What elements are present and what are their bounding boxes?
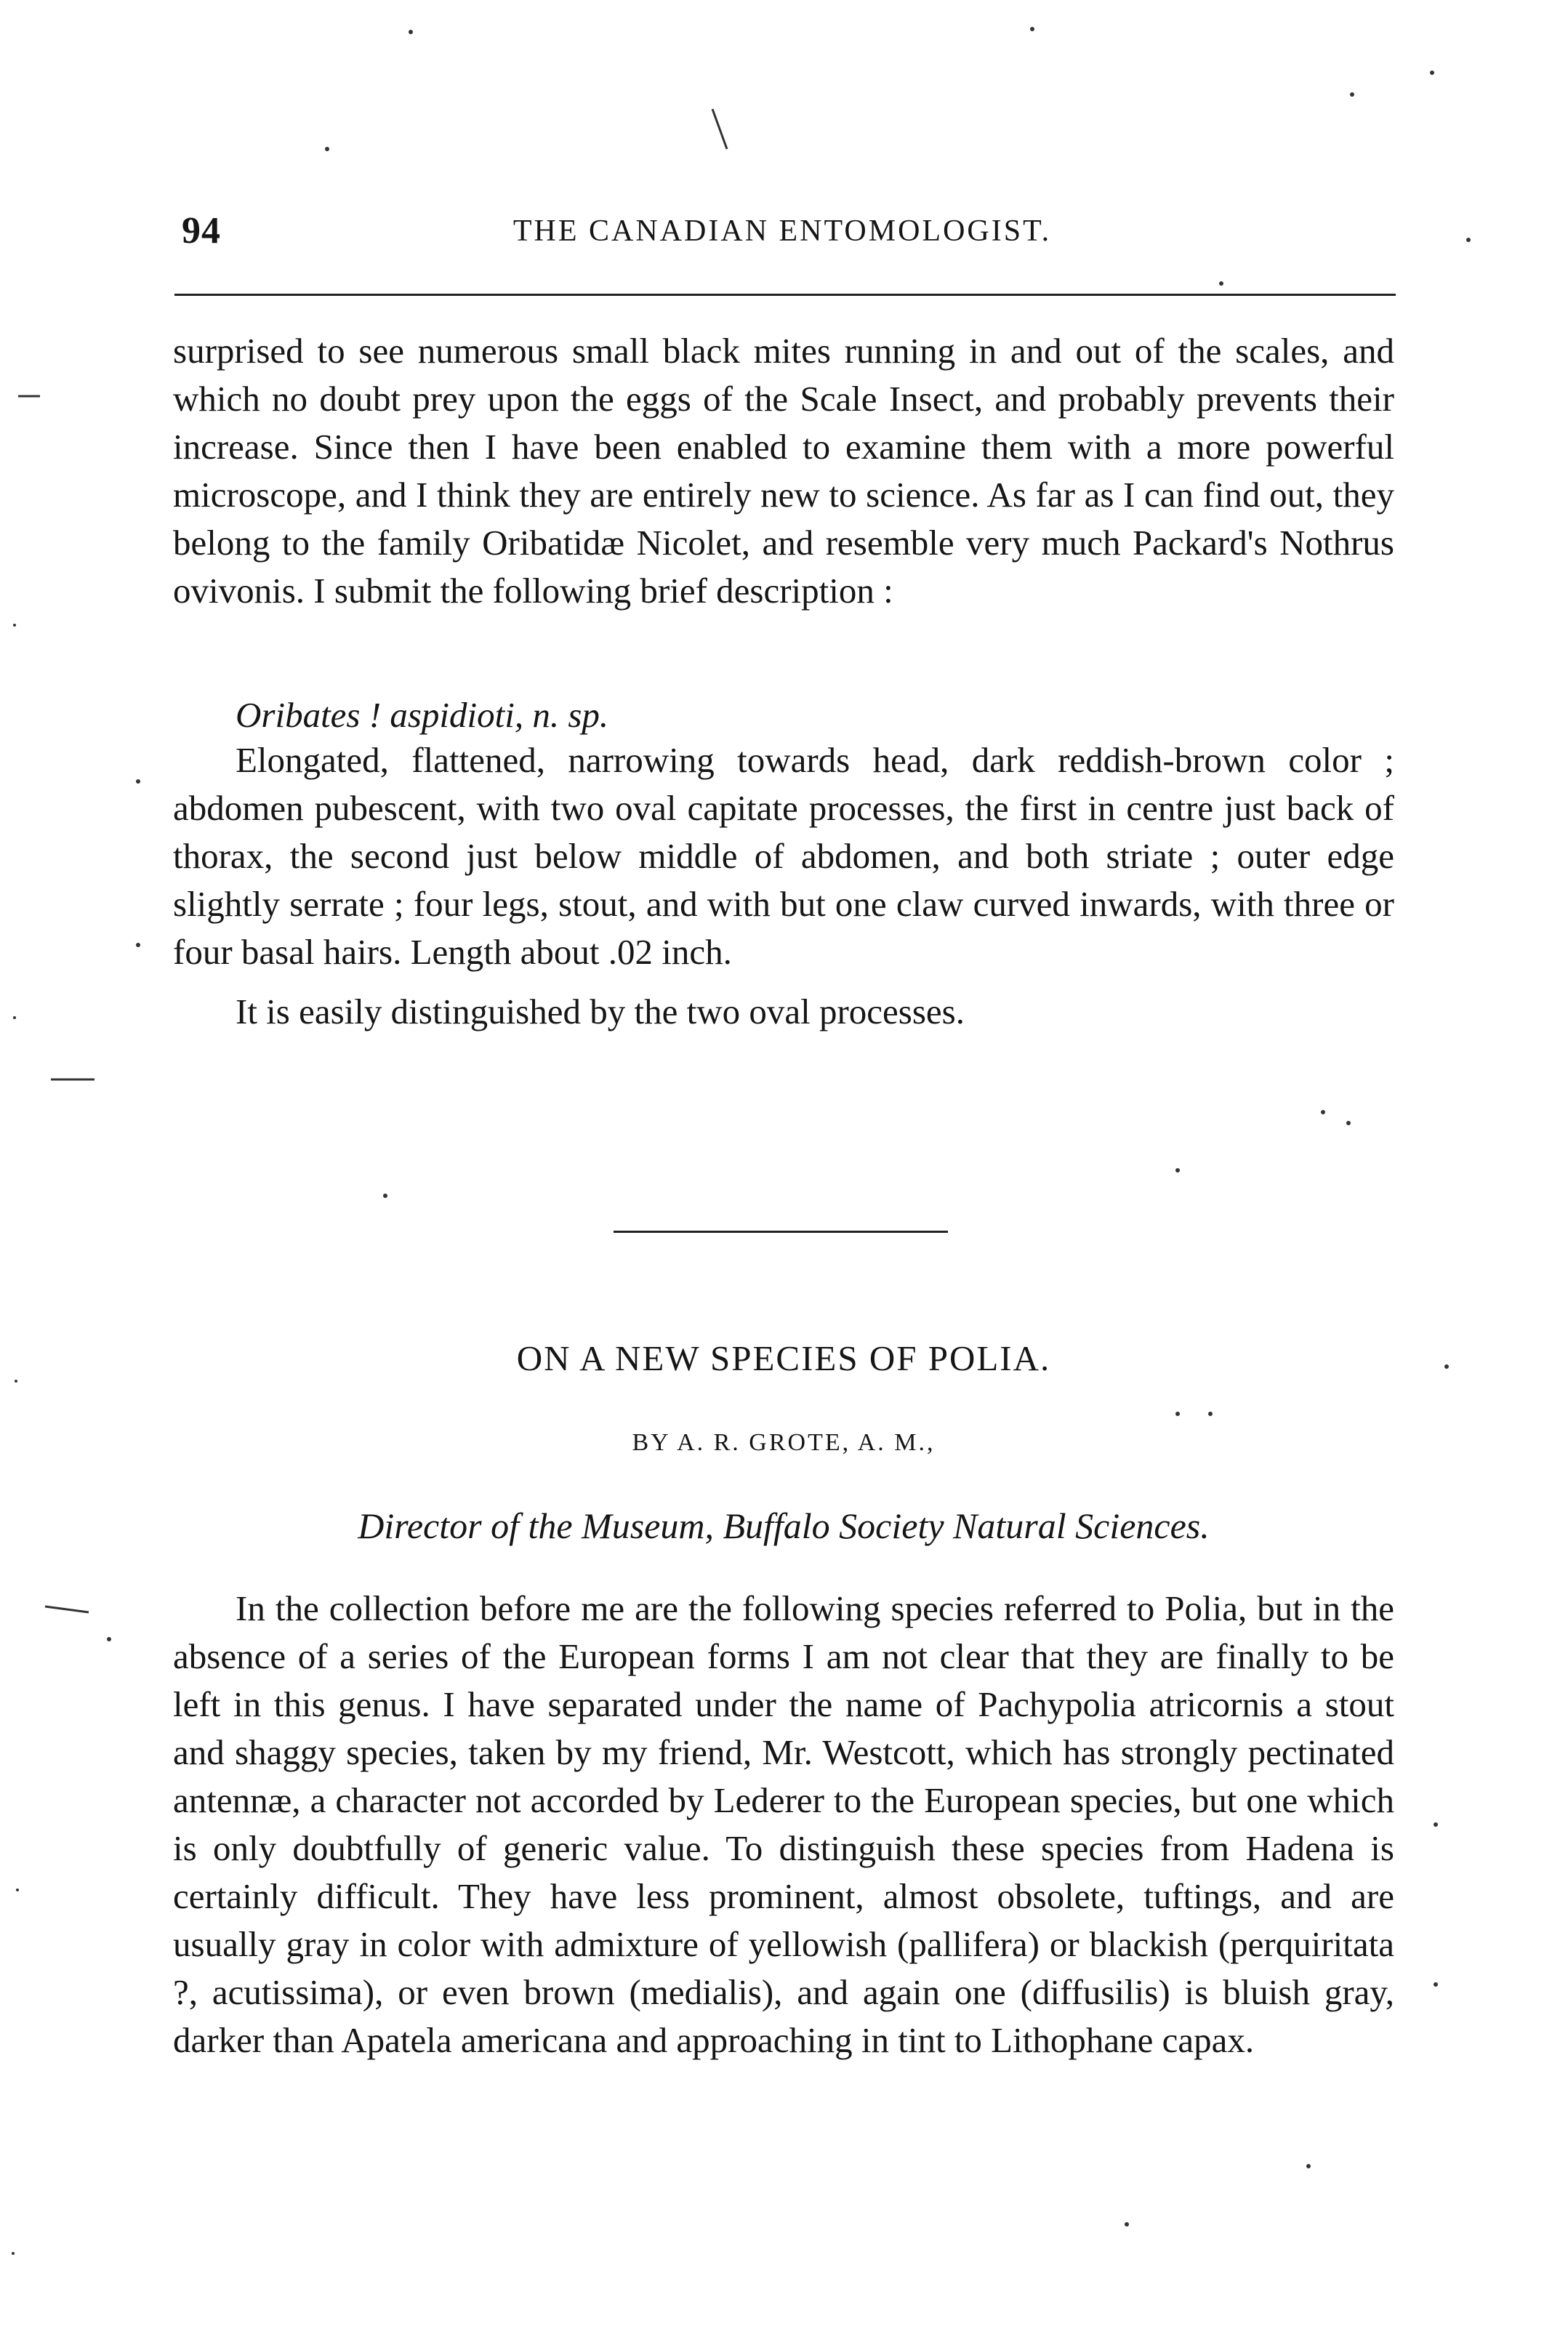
article-title: ON A NEW SPECIES OF POLIA. bbox=[516, 1338, 1051, 1378]
header-rule bbox=[174, 294, 1396, 296]
page-header bbox=[172, 209, 1393, 268]
species-heading: Oribates ! aspidioti, n. sp. bbox=[236, 695, 609, 735]
intro-paragraph-block bbox=[173, 327, 1394, 615]
description-paragraph: Elongated, flattened, narrowing towards head, dark reddish-brown color ; abdomen pubescent, with two oval capitate processes, the first in centre just back of thorax, the second just below middle of abdomen, and both striate ; outer edge slightly serrate ; four legs, stout, and with but one claw curved inwards, with three or four basal hairs. Length about .02 inch. bbox=[173, 740, 1394, 972]
article-paragraph: In the collection before me are the following species referred to Polia, but in the absence of a series of the European forms I am not clear that they are finally to be left in this genus. I have separated under the name of Pachypolia atricornis a stout and shaggy species, taken by my friend, Mr. Westcott, which has strongly pectinated antennæ, a character not accorded by Lederer to the European species, but one which is only doubtfully of generic value. To distinguish these species from Hadena is certainly difficult. They have less prominent, almost obsolete, tuftings, and are usually gray in color with admixture of yellowish (pallifera) or blackish (perquiritata ?, acutissima), or even brown (medialis), and again one (diffusilis) is bluish gray, darker than Apatela americana and approaching in tint to Lithophane capax. bbox=[173, 1588, 1394, 2060]
author-affiliation: Director of the Museum, Buffalo Society Natural Sciences. bbox=[358, 1505, 1210, 1546]
intro-paragraph: surprised to see numerous small black mites running in and out of the scales, and which no doubt prey upon the eggs of the Scale Insect, and probably prevents their increase. Since then I have been enabled to examine them with a more powerful microscope, and I think they are entirely new to science. As far as I can find out, they belong to the family Oribatidæ Nicolet, and resemble very much Packard's Nothrus ovivonis. I submit the following brief description : bbox=[173, 331, 1394, 611]
section-divider bbox=[614, 1231, 948, 1233]
closing-paragraph: It is easily distinguished by the two oval processes. bbox=[236, 992, 965, 1031]
page-number: 94 bbox=[182, 210, 221, 252]
description-block bbox=[173, 736, 1394, 1036]
running-title: THE CANADIAN ENTOMOLOGIST. bbox=[512, 214, 1052, 248]
article-body bbox=[173, 1585, 1394, 2064]
article-byline: BY A. R. GROTE, A. M., bbox=[632, 1429, 936, 1456]
